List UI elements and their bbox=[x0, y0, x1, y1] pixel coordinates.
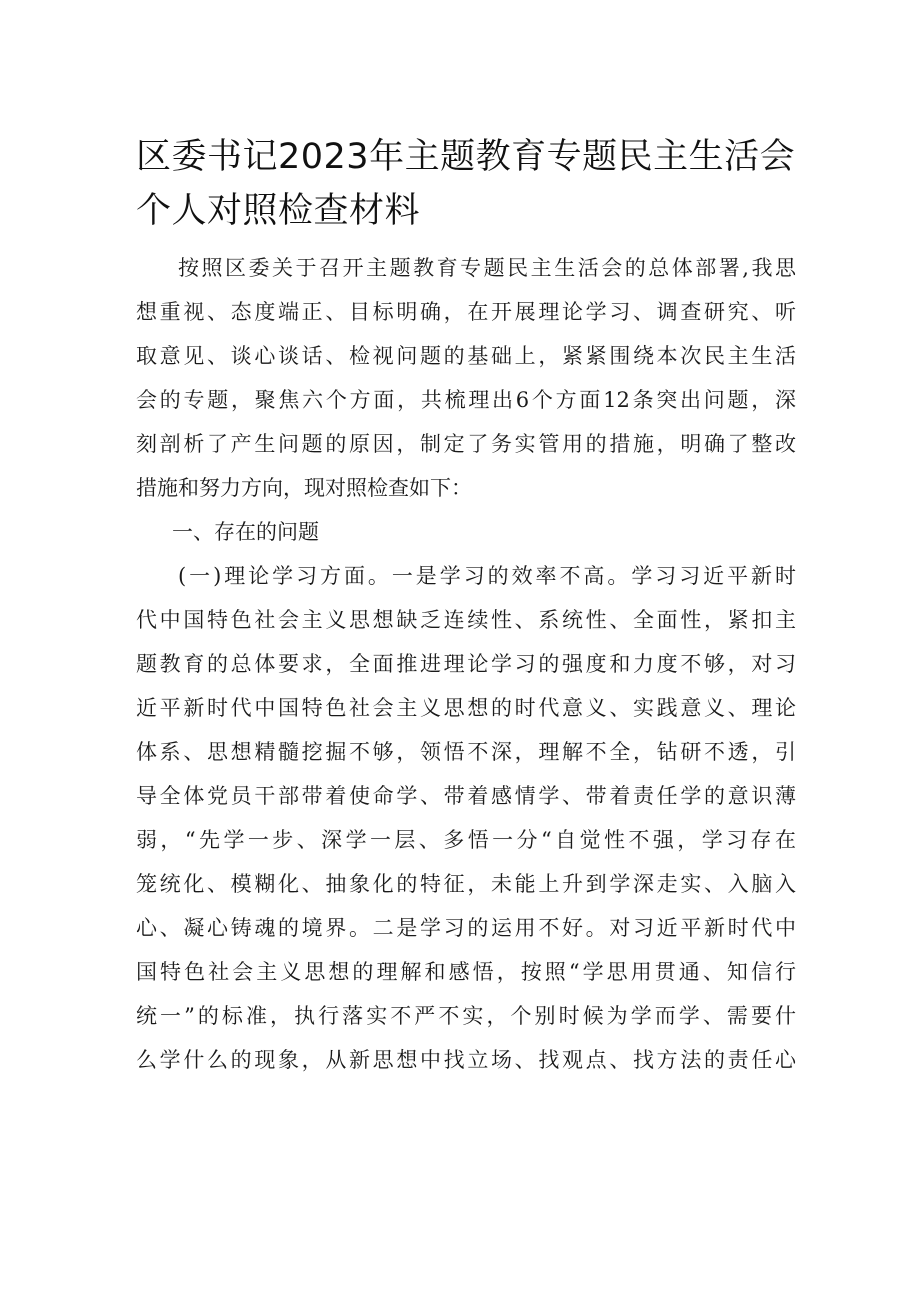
paragraph-line: 么学什么的现象，从新思想中找立场、找观点、找方法的责任心 bbox=[136, 1048, 796, 1072]
document-body bbox=[136, 246, 796, 1082]
paragraph-line: 心、凝心铸魂的境界。二是学习的运用不好。对习近平新时代中 bbox=[136, 916, 796, 940]
section-heading bbox=[136, 510, 796, 554]
paragraph-line: 弱，“先学一步、深学一层、多悟一分“自觉性不强，学习存在 bbox=[136, 828, 796, 852]
intro-paragraph bbox=[136, 246, 796, 510]
paragraph-line: 笼统化、模糊化、抽象化的特征，未能上升到学深走实、入脑入 bbox=[136, 872, 796, 896]
document-title bbox=[136, 130, 816, 238]
paragraph-line: 代中国特色社会主义思想缺乏连续性、系统性、全面性，紧扣主 bbox=[136, 608, 796, 632]
paragraph-line: 措施和努力方向，现对照检查如下： bbox=[136, 476, 472, 500]
title-line-2: 个人对照检查材料 bbox=[136, 191, 421, 231]
paragraph-line: 统一”的标准，执行落实不严不实，个别时候为学而学、需要什 bbox=[136, 1004, 796, 1028]
title-line-1: 区委书记2023年主题教育专题民主生活会 bbox=[136, 137, 796, 177]
paragraph-line: 取意见、谈心谈话、检视问题的基础上，紧紧围绕本次民主生活 bbox=[136, 344, 796, 368]
section-heading-text: 一、存在的问题 bbox=[172, 520, 319, 544]
paragraph-line: 刻剖析了产生问题的原因，制定了务实管用的措施，明确了整改 bbox=[136, 432, 796, 456]
paragraph-line: 按照区委关于召开主题教育专题民主生活会的总体部署,我思 bbox=[178, 256, 796, 280]
paragraph-line: 近平新时代中国特色社会主义思想的时代意义、实践意义、理论 bbox=[136, 696, 796, 720]
paragraph-line: 导全体党员干部带着使命学、带着感情学、带着责任学的意识薄 bbox=[136, 784, 796, 808]
paragraph-line: 体系、思想精髓挖掘不够，领悟不深，理解不全，钻研不透，引 bbox=[136, 740, 796, 764]
paragraph-line: 题教育的总体要求，全面推进理论学习的强度和力度不够，对习 bbox=[136, 652, 796, 676]
paragraph-line: 想重视、态度端正、目标明确，在开展理论学习、调查研究、听 bbox=[136, 300, 796, 324]
paragraph-line: (一)理论学习方面。一是学习的效率不高。学习习近平新时 bbox=[178, 564, 796, 588]
paragraph-line: 国特色社会主义思想的理解和感悟，按照“学思用贯通、知信行 bbox=[136, 960, 796, 984]
paragraph-line: 会的专题，聚焦六个方面，共梳理出6个方面12条突出问题，深 bbox=[136, 388, 796, 412]
section-paragraph bbox=[136, 554, 796, 1082]
